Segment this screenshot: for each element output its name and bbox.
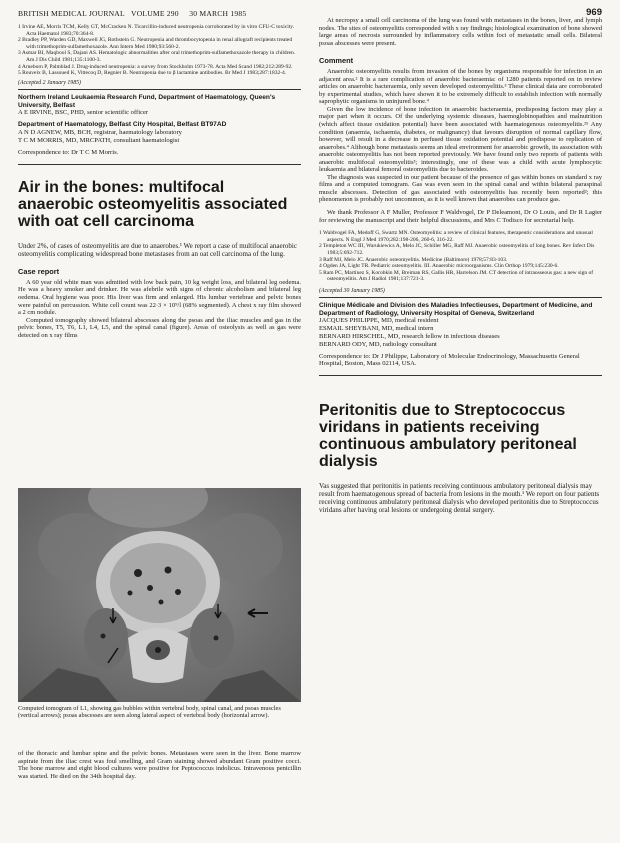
issue-date: 30 MARCH 1985	[189, 9, 247, 18]
author: T C M MORRIS, MD, MRCPATH, consultant haematologist	[18, 136, 180, 144]
ct-scan-image	[18, 488, 301, 702]
reference-item: 4 Arneborn P, Palmblad J. Drug-induced neutropenia: a survey from Stockholm 1973-78. Acta Med Scand 1982;212:289-92.	[18, 63, 293, 70]
reference-item: 2 Templeton WC III, Warukiewics A, Melo JC, Schiller MG, Raff MJ. Anaerobic osteomyelitis of long bones. Rev Infect Dis 1983;5:692-712.	[319, 243, 595, 256]
divider	[319, 375, 602, 376]
correspondence: Correspondence to: Dr T C M Morris.	[18, 148, 119, 156]
article-title: Air in the bones: multifocal anaerobic osteomyelitis associated with oat cell carcinoma	[18, 178, 288, 230]
comment-heading: Comment	[319, 56, 354, 66]
institution: Northern Ireland Leukaemia Research Fund, Department of Haematology, Queen's University, Belfast	[18, 93, 276, 109]
author: BERNARD ODY, MD, radiology consultant	[319, 340, 437, 348]
acknowledgements: We thank Professor A F Muller, Professor F Waldvogel, Dr P Deleamont, Dr O Louis, and Dr R Lagier for reviewing the manuscript and their helpful discussions, and Mrs C Todisco for secretarial help.	[319, 209, 602, 224]
case-report-heading: Case report	[18, 266, 60, 276]
left-column	[18, 24, 301, 339]
case-paragraph-1: A 60 year old white man was admitted with low back pain, 10 kg weight loss, and bilateral leg oedema. He was a heavy smoker and drinker. He was afebrile with signs of chronic alcoholism and bilateral leg oedema. Oral hygiene was poor. His liver was firm and enlarged. His lumbar vertebrae and pelvic bones were painful on percussion. White cell count was 22·3 × 10⁹/l (68% segmented). A chest x ray film showed a 2 cm nodule.	[18, 278, 301, 317]
correspondence: Correspondence to: Dr J Philippe, Laboratory of Molecular Endocrinology, Massachusetts General Hospital, Boston, Mass 02114, USA.	[319, 352, 580, 367]
comment-paragraph-1: Anaerobic osteomyelitis results from invasion of the bones by organisms responsible for infection in an adjacent area.² It is a rare complication of anaerobic bacteraemia: of 1280 patients reported on in review articles on anaerobic bacteraemia, only seven developed osteomyelitis.³ These clinical data are corroborated by experimental studies, which have shown it to be extremely difficult to establish infection with normally saprophytic organisms in uninjured bone.⁴	[319, 68, 602, 106]
comment-paragraph-3: The diagnosis was suspected in our patient because of the presence of gas within bones on standard x ray films and a computed tomogram. Gas was even seen in the spinal canal and within bilateral paraspinal muscle abscesses. Detection of gas associated with osteomyelitis has recently been reported²; this phenomenon is probably not uncommon, as it is well known that anaerobes can produce gas.	[319, 173, 602, 204]
reference-list-1	[18, 24, 301, 77]
case-continuation	[18, 750, 301, 780]
figure-caption: Computed tomogram of L1, showing gas bubbles within vertebral body, spinal canal, and psoas muscles (vertical arrows); psoas abscesses are seen along lateral aspect of vertebral body (horizontal arrow).	[18, 705, 281, 720]
author: A E IRVINE, BSC, PHD, senior scientific officer	[18, 109, 149, 117]
case-paragraph-3: of the thoracic and lumbar spine and the pelvic bones. Metastases were seen in the liver. Bone marrow aspirate from the iliac crest was foul smelling, and Gram staining showed abundant Gram positive cocci. The bone marrow and eight blood cultures were positive for Peptococcus indolicus. Intravenous penicillin was started. He died on the 34th hospital day.	[18, 750, 301, 780]
reference-item: 4 Ogden JA, Light TR. Pediatric osteomyelitis. III. Anaerobic microorganisms. Clin Orthop 1979;145:230-6.	[319, 263, 559, 270]
necropsy-paragraph: At necropsy a small cell carcinoma of the lung was found with metastases in the bones, liver, and lymph nodes. The sites of osteomyelitis corresponded with x ray findings; histological examination of bone showed large areas of necrosis surrounded by inflammatory cells within foci of metastatic small cells. Bilateral psoas abscesses were present.	[319, 17, 602, 47]
case-paragraph-2: Computed tomography showed bilateral abscesses along the psoas and the iliac muscles and gas in the pelvic bones, T5, T6, L1, L4, L5, and the spinal canal (figure). Areas of osteolysis as well as gas were detected on x ray films	[18, 316, 301, 339]
reference-item: 5 Rouveix B, Lassoued K, Vittecoq D, Regnier B. Neutropenia due to β lactamine antibodies. Br Med J 1983;287:1832-4.	[18, 70, 287, 77]
accepted-date: (Accepted 2 January 1985)	[18, 79, 81, 86]
comment-paragraph-2: Given the low incidence of bone infection in anaerobic bacteraemia, predisposing factors may play a major part when it occurs. Of the underlying systemic diseases, haemoglobinopathies and malnutrition (which affect tissue oxidation potential) have been associated with haematogenous osteomyelitis.²⁵ Any condition (anaemia, ischaemia, diabetes, or malignancy) that favours disruption of normal capillary flow, however, will result in a decrease in perfused tissue oxidation potential and predispose to replication of anaerobes.⁴ Although bone metastasis seems an ideal environment for anaerobic growth, its association with anaerobic osteomyelitis has not been reported previously. We have found only two reports of patients with anaerobic multifocal osteomyelitis³; interestingly, one of these was a child with acute lymphocytic leukaemia and bilateral femoral osteomyelitis due to bacteroides.	[319, 105, 602, 174]
volume: VOLUME 290	[131, 9, 179, 18]
divider	[319, 297, 602, 298]
abstract: Under 2%, of cases of osteomyelitis are due to anaerobes.¹ We report a case of multifocal anaerobic osteomyelitis complicating widespread bone metastases from an oat cell carcinoma of the lung.	[18, 241, 297, 258]
author: JACQUES PHILIPPE, MD, medical resident	[319, 317, 439, 325]
institution: Clinique Médicale and Division des Maladies Infectieuses, Department of Medicine, and Department of Radiology, University Hospital of Geneva, Switzerland	[319, 301, 593, 317]
ct-scan-figure	[18, 488, 301, 702]
abstract-2: Vas suggested that peritonitis in patients receiving continuous ambulatory peritoneal dialysis may result from haematogenous spread of bacteria from lesions in the mouth.¹ We report on four patients receiving continuous ambulatory peritoneal dialysis who developed peritonitis due to Streptococcus viridans after having oral lesions or undergoing dental surgery.	[319, 481, 600, 515]
reference-item: 1 Waldvogel FA, Medoff G, Swartz MN. Osteomyelitis: a review of clinical features, therapeutic considerations and unusual aspects. N Engl J Med 1970;282:198-206, 260-6, 316-22.	[319, 230, 593, 243]
reference-item: 3 Raff MJ, Melo JC. Anaerobic osteomyelitis. Medicine (Baltimore) 1978;57:83-103.	[319, 256, 508, 263]
author: A N D AGNEW, MB, BCH, registrar, haematology laboratory	[18, 128, 182, 136]
page-number: 969	[586, 7, 602, 18]
running-header	[18, 9, 246, 18]
accepted-date: (Accepted 30 January 1985)	[319, 287, 385, 294]
author: BERNARD HIRSCHEL, MD, research fellow in infectious diseases	[319, 333, 500, 341]
divider	[18, 89, 301, 90]
institution: Department of Haematology, Belfast City Hospital, Belfast BT97AD	[18, 121, 227, 129]
author: ESMAIL SHEYBANI, MD, medical intern	[319, 325, 434, 333]
journal-name: BRITISH MEDICAL JOURNAL	[18, 9, 125, 18]
right-column	[319, 17, 602, 514]
reference-item: 3 Asmar BI, Maqbool S, Dajani AS. Hematologic abnormalities after oral trimethoprim-sulfamethoxazole therapy in children. Am J Dis Child 1981;135:1100-3.	[18, 50, 296, 63]
reference-list-2	[319, 230, 602, 283]
reference-item: 5 Ram PC, Martinez S, Korobkin M, Breiman RS, Gallis HR, Harrelson JM. CT detection of intraosseous gas: a new sign of osteomyelitis. Am J Radiol 1981;137:721-3.	[319, 269, 594, 283]
divider	[18, 164, 301, 165]
article-title-2: Peritonitis due to Streptococcus viridans in patients receiving continuous ambulatory peritoneal dialysis	[319, 401, 577, 470]
reference-item: 1 Irvine AE, Morris TCM, Kelly GT, McCracken N. Ticarcillin-induced neutropenia corroborated by in vitro CFU-C toxicity. Acta Haematol 1983;70:364-8.	[18, 24, 295, 37]
reference-item: 2 Bradley PP, Warden GD, Maxwell JG, Rothstein G. Neutropenia and thrombocytopenia in renal allograft recipients treated with trimethoprim-sulfamethoxazole. Ann Intern Med 1980;93:560-2.	[18, 37, 293, 50]
